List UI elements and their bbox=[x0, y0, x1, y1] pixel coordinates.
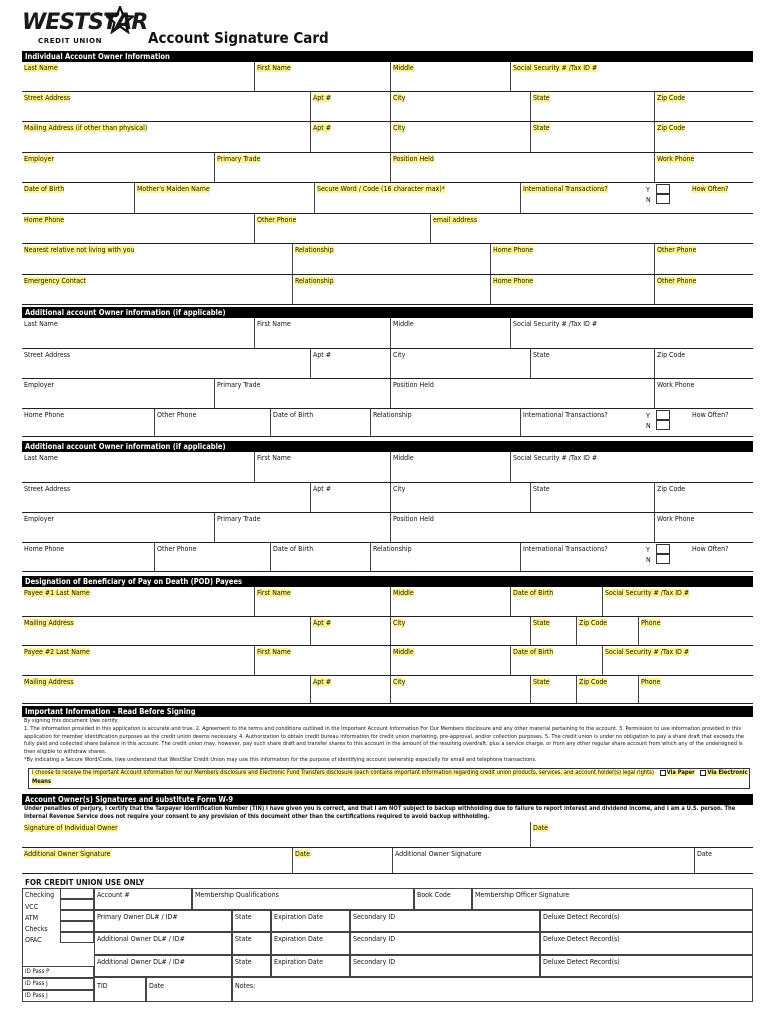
row-employer bbox=[22, 153, 753, 183]
additional-1-secondary-id-field[interactable]: Secondary ID bbox=[350, 932, 540, 955]
vcc-box[interactable] bbox=[60, 899, 94, 910]
payee1-phone-field[interactable]: Phone bbox=[638, 617, 753, 645]
additional-signature-1-field[interactable]: Additional Owner Signature bbox=[24, 850, 111, 858]
how-often-field[interactable]: How Often? bbox=[692, 185, 729, 193]
logo-subtext: CREDIT UNION bbox=[38, 37, 103, 45]
disclosure-choice-text: I choose to receive the Important Account Information for our Members disclosure and Electronic Fund Transfers disclosure (each contains important information regarding credit union products, services, and account holder(s) legal rights) bbox=[32, 770, 654, 776]
row-a2-name bbox=[22, 452, 753, 483]
emergency-other-phone-field[interactable]: Other Phone bbox=[654, 275, 753, 304]
maiden-name-field[interactable]: Mother's Maiden Name bbox=[134, 183, 314, 213]
book-code-field[interactable]: Book Code bbox=[414, 888, 472, 910]
weststar-logo bbox=[22, 6, 148, 48]
a2-zip-field[interactable]: Zip Code bbox=[654, 483, 753, 512]
additional-dl-1-field[interactable]: Additional Owner DL# / ID# bbox=[94, 932, 232, 955]
middle-field[interactable]: Middle bbox=[390, 62, 510, 91]
additional-signature-1-date-field[interactable]: Date bbox=[292, 848, 392, 873]
checklist-vcc: VCC bbox=[25, 903, 39, 911]
via-electronic-checkbox[interactable] bbox=[700, 770, 706, 776]
a1-other-phone-field[interactable]: Other Phone bbox=[154, 409, 270, 436]
payee2-zip-field[interactable]: Zip Code bbox=[576, 676, 638, 703]
payee2-middle-field[interactable]: Middle bbox=[390, 646, 510, 675]
mailing-state-field[interactable]: State bbox=[530, 122, 654, 152]
row-payee2-mailing bbox=[22, 676, 753, 704]
a2-intl-yes-box[interactable] bbox=[656, 544, 670, 554]
employer-field[interactable]: Employer bbox=[24, 155, 54, 163]
home-phone-field[interactable]: Home Phone bbox=[24, 216, 65, 224]
primary-dl-field[interactable]: Primary Owner DL# / ID# bbox=[94, 910, 232, 932]
a2-primary-trade-field[interactable]: Primary Trade bbox=[214, 513, 390, 542]
a2-middle-field[interactable]: Middle bbox=[390, 452, 510, 482]
a2-street-field[interactable]: Street Address bbox=[24, 485, 71, 493]
a1-position-held-field[interactable]: Position Held bbox=[390, 379, 654, 408]
a1-intl-field: International Transactions? bbox=[520, 409, 646, 436]
additional-dl-2-expiration-field[interactable]: Expiration Date bbox=[271, 955, 350, 977]
checklist-ofac: OFAC bbox=[25, 936, 42, 944]
relative-relationship-field[interactable]: Relationship bbox=[292, 244, 490, 274]
primary-deluxe-field[interactable]: Deluxe Detect Record(s) bbox=[540, 910, 753, 932]
row-dob bbox=[22, 183, 753, 214]
additional-dl-1-expiration-field[interactable]: Expiration Date bbox=[271, 932, 350, 955]
row-name bbox=[22, 62, 753, 92]
id-pass-j1-field[interactable]: ID Pass J bbox=[22, 978, 94, 990]
ssn-field[interactable]: Social Security # /Tax ID # bbox=[510, 62, 753, 91]
row-a2-employer bbox=[22, 513, 753, 543]
row-phones bbox=[22, 214, 753, 244]
additional-2-deluxe-field[interactable]: Deluxe Detect Record(s) bbox=[540, 955, 753, 977]
email-field[interactable]: email address bbox=[430, 214, 753, 243]
relative-home-phone-field[interactable]: Home Phone bbox=[490, 244, 654, 274]
additional-1-deluxe-field[interactable]: Deluxe Detect Record(s) bbox=[540, 932, 753, 955]
a2-intl-field: International Transactions? bbox=[520, 543, 646, 571]
payee2-state-field[interactable]: State bbox=[530, 676, 576, 703]
zip-field[interactable]: Zip Code bbox=[654, 92, 753, 121]
payee1-apt-field[interactable]: Apt # bbox=[310, 617, 390, 645]
section-additional-owner-2: Additional account Owner information (if applicable) bbox=[22, 441, 753, 452]
payee2-ssn-field[interactable]: Social Security # /Tax ID # bbox=[602, 646, 753, 675]
a2-home-phone-field[interactable]: Home Phone bbox=[24, 545, 65, 553]
a1-last-name-field[interactable]: Last Name bbox=[24, 320, 58, 328]
emergency-relationship-field[interactable]: Relationship bbox=[292, 275, 490, 304]
additional-signature-2-date-field[interactable]: Date bbox=[694, 848, 753, 873]
payee1-middle-field[interactable]: Middle bbox=[390, 587, 510, 616]
logo-text: WESTSTAR bbox=[22, 10, 148, 35]
a1-zip-field[interactable]: Zip Code bbox=[654, 349, 753, 378]
section-additional-owner-1: Additional account Owner information (if applicable) bbox=[22, 307, 753, 318]
last-name-field[interactable]: Last Name bbox=[24, 64, 58, 72]
payee1-zip-field[interactable]: Zip Code bbox=[576, 617, 638, 645]
first-name-field[interactable]: First Name bbox=[254, 62, 390, 91]
row-a2-street bbox=[22, 483, 753, 513]
mailing-apt-field[interactable]: Apt # bbox=[310, 122, 390, 152]
additional-2-secondary-id-field[interactable]: Secondary ID bbox=[350, 955, 540, 977]
row-a2-phones bbox=[22, 543, 753, 572]
a2-last-name-field[interactable]: Last Name bbox=[24, 454, 58, 462]
payee2-city-field[interactable]: City bbox=[390, 676, 530, 703]
a1-intl-yes-box[interactable] bbox=[656, 410, 670, 420]
emergency-contact-field[interactable]: Emergency Contact bbox=[24, 277, 87, 285]
row-emergency bbox=[22, 275, 753, 305]
perjury-statement: Under penalties of perjury, I certify that the Taxpayer Identification Number (TIN) I have given you is correct, and that I am NOT subject to backup withholding due to failure to report interest and dividend income, and I am a U.S. person. The Internal Revenue Service does not require your consent to any provision of this document other than the certifications required to avoid backup withholding. bbox=[24, 806, 736, 820]
a2-intl-no-box[interactable] bbox=[656, 554, 670, 564]
city-field[interactable]: City bbox=[390, 92, 530, 121]
payee1-state-field[interactable]: State bbox=[530, 617, 576, 645]
a1-street-field[interactable]: Street Address bbox=[24, 351, 71, 359]
a2-employer-field[interactable]: Employer bbox=[24, 515, 54, 523]
row-a1-phones bbox=[22, 409, 753, 437]
account-number-field[interactable]: Account # bbox=[94, 888, 192, 910]
page-title: Account Signature Card bbox=[148, 29, 329, 47]
checklist-atm: ATM bbox=[25, 914, 39, 922]
row-mailing bbox=[22, 122, 753, 153]
payee2-dob-field[interactable]: Date of Birth bbox=[510, 646, 602, 675]
payee2-apt-field[interactable]: Apt # bbox=[310, 676, 390, 703]
additional-dl-2-field[interactable]: Additional Owner DL# / ID# bbox=[94, 955, 232, 977]
via-paper-checkbox[interactable] bbox=[660, 770, 666, 776]
membership-qualifications-field[interactable]: Membership Qualifications bbox=[192, 888, 414, 910]
a2-ssn-field[interactable]: Social Security # /Tax ID # bbox=[510, 452, 753, 482]
additional-signature-2-field[interactable]: Additional Owner Signature bbox=[392, 848, 694, 873]
intl-no-box[interactable] bbox=[656, 194, 670, 204]
a2-relationship-field[interactable]: Relationship bbox=[370, 543, 520, 571]
a1-employer-field[interactable]: Employer bbox=[24, 381, 54, 389]
a2-apt-field[interactable]: Apt # bbox=[310, 483, 390, 512]
a1-middle-field[interactable]: Middle bbox=[390, 318, 510, 348]
checking-box[interactable] bbox=[60, 888, 94, 899]
officer-signature-field[interactable]: Membership Officer Signature bbox=[472, 888, 753, 910]
a1-first-name-field[interactable]: First Name bbox=[254, 318, 390, 348]
intl-transactions-field: International Transactions? bbox=[520, 183, 646, 213]
street-address-field[interactable]: Street Address bbox=[24, 94, 71, 102]
primary-secondary-id-field[interactable]: Secondary ID bbox=[350, 910, 540, 932]
dob-field[interactable]: Date of Birth bbox=[24, 185, 65, 193]
row-nearest-relative bbox=[22, 244, 753, 275]
payee2-phone-field[interactable]: Phone bbox=[638, 676, 753, 703]
payee2-first-name-field[interactable]: First Name bbox=[254, 646, 390, 675]
payee1-dob-field[interactable]: Date of Birth bbox=[510, 587, 602, 616]
row-payee1-name bbox=[22, 587, 753, 617]
a1-work-phone-field[interactable]: Work Phone bbox=[654, 379, 753, 408]
a2-work-phone-field[interactable]: Work Phone bbox=[654, 513, 753, 542]
payee2-mailing-field[interactable]: Mailing Address bbox=[24, 678, 74, 686]
a1-state-field[interactable]: State bbox=[530, 349, 654, 378]
payee1-first-name-field[interactable]: First Name bbox=[254, 587, 390, 616]
a2-intl-yn-checkboxes[interactable]: Y N bbox=[646, 543, 690, 571]
a1-relationship-field[interactable]: Relationship bbox=[370, 409, 520, 436]
star-icon bbox=[106, 6, 134, 34]
a2-other-phone-field[interactable]: Other Phone bbox=[154, 543, 270, 571]
id-pass-j2-field[interactable]: ID Pass J bbox=[22, 990, 94, 1002]
row-signature-additional bbox=[22, 848, 753, 874]
a1-city-field[interactable]: City bbox=[390, 349, 530, 378]
section-important-info: Important Information - Read Before Signing bbox=[22, 706, 753, 717]
checklist-checks: Checks bbox=[25, 925, 48, 933]
section-signatures: Account Owner(s) Signatures and substitute Form W-9 bbox=[22, 794, 753, 805]
cu-date-field[interactable]: Date bbox=[146, 977, 232, 1002]
a1-dob-field[interactable]: Date of Birth bbox=[270, 409, 370, 436]
a2-position-held-field[interactable]: Position Held bbox=[390, 513, 654, 542]
row-a1-employer bbox=[22, 379, 753, 409]
notes-field[interactable]: Notes: bbox=[232, 977, 753, 1002]
row-signature-individual bbox=[22, 822, 753, 848]
checklist-checking: Checking bbox=[25, 891, 55, 899]
mailing-zip-field[interactable]: Zip Code bbox=[654, 122, 753, 152]
emergency-home-phone-field[interactable]: Home Phone bbox=[490, 275, 654, 304]
mailing-city-field[interactable]: City bbox=[390, 122, 530, 152]
payee1-ssn-field[interactable]: Social Security # /Tax ID # bbox=[602, 587, 753, 616]
row-payee2-name bbox=[22, 646, 753, 676]
a1-how-often-field[interactable]: How Often? bbox=[692, 411, 729, 419]
row-a1-street bbox=[22, 349, 753, 379]
apt-field[interactable]: Apt # bbox=[310, 92, 390, 121]
relative-other-phone-field[interactable]: Other Phone bbox=[654, 244, 753, 274]
payee1-city-field[interactable]: City bbox=[390, 617, 530, 645]
a1-intl-no-box[interactable] bbox=[656, 420, 670, 430]
a2-first-name-field[interactable]: First Name bbox=[254, 452, 390, 482]
section-beneficiary: Designation of Beneficiary of Pay on Death (POD) Payees bbox=[22, 576, 753, 587]
atm-box[interactable] bbox=[60, 910, 94, 921]
other-phone-field[interactable]: Other Phone bbox=[254, 214, 430, 243]
intl-yes-box[interactable] bbox=[656, 184, 670, 194]
a2-dob-field[interactable]: Date of Birth bbox=[270, 543, 370, 571]
checks-box[interactable] bbox=[60, 921, 94, 932]
row-payee1-mailing bbox=[22, 617, 753, 646]
a1-primary-trade-field[interactable]: Primary Trade bbox=[214, 379, 390, 408]
primary-dl-expiration-field[interactable]: Expiration Date bbox=[271, 910, 350, 932]
row-a1-name bbox=[22, 318, 753, 349]
individual-signature-date-field[interactable]: Date bbox=[530, 822, 753, 847]
section-individual-owner: Individual Account Owner Information bbox=[22, 51, 753, 62]
primary-dl-state-field[interactable]: State bbox=[232, 910, 271, 932]
a1-intl-yn-checkboxes[interactable]: Y N bbox=[646, 409, 690, 436]
state-field[interactable]: State bbox=[530, 92, 654, 121]
a2-city-field[interactable]: City bbox=[390, 483, 530, 512]
individual-signature-field[interactable]: Signature of Individual Owner bbox=[24, 824, 118, 832]
row-street bbox=[22, 92, 753, 122]
id-pass-p-field[interactable]: ID Pass P bbox=[22, 966, 94, 978]
secure-word-field[interactable]: Secure Word / Code (16 character max)* bbox=[314, 183, 520, 213]
primary-trade-field[interactable]: Primary Trade bbox=[214, 153, 390, 182]
position-held-field[interactable]: Position Held bbox=[390, 153, 654, 182]
tid-field[interactable]: TID bbox=[94, 977, 146, 1002]
a2-how-often-field[interactable]: How Often? bbox=[692, 545, 729, 553]
additional-dl-2-state-field[interactable]: State bbox=[232, 955, 271, 977]
a2-state-field[interactable]: State bbox=[530, 483, 654, 512]
work-phone-field[interactable]: Work Phone bbox=[654, 153, 753, 182]
important-info-text: By signing this document I/we certify: 1. The information provided in this application is accurate and true. 2. Agreement to the terms and conditions outlined in the Important Account Information For Our Members disclosure and any other material pertaining to the account. 3. Permission to use information provided in this application for member identification purposes as the credit union deems necessary. 4. Authorization to obtain credit bureau information for credit union marketing, pre-approval, and/or collection purposes. 5. The credit union is under no obligation to pay a share draft that exceeds the fully paid and collected share balance in this account. The credit union may, however, pay such share draft and transfer shares to this account in the amount of the resulting overdraft, plus a service charge, or from any other regular share account from which any of the undersigned is then eligible to withdraw shares. *By indicating a Secure Word/Code, I/we understand that WestStar Credit Union may use this information for the purpose of identifying account ownership especially for email and telephone transactions. bbox=[24, 718, 744, 763]
header bbox=[22, 6, 752, 48]
a1-apt-field[interactable]: Apt # bbox=[310, 349, 390, 378]
cu-use-title: FOR CREDIT UNION USE ONLY bbox=[25, 878, 145, 887]
disclosure-choice-box: I choose to receive the Important Account Information for our Members disclosure and Electronic Fund Transfers disclosure (each contains important information regarding credit union products, services, and account holder(s) legal rights) Via Paper Via Electronic Means bbox=[28, 768, 750, 789]
ofac-box[interactable] bbox=[60, 932, 94, 943]
a1-home-phone-field[interactable]: Home Phone bbox=[24, 411, 65, 419]
a1-ssn-field[interactable]: Social Security # /Tax ID # bbox=[510, 318, 753, 348]
payee1-last-name-field[interactable]: Payee #1 Last Name bbox=[24, 589, 90, 597]
mailing-address-field[interactable]: Mailing Address (if other than physical) bbox=[24, 124, 148, 132]
additional-dl-1-state-field[interactable]: State bbox=[232, 932, 271, 955]
intl-yn-checkboxes[interactable]: Y N bbox=[646, 183, 690, 213]
nearest-relative-field[interactable]: Nearest relative not living with you bbox=[24, 246, 135, 254]
payee2-last-name-field[interactable]: Payee #2 Last Name bbox=[24, 648, 90, 656]
payee1-mailing-field[interactable]: Mailing Address bbox=[24, 619, 74, 627]
